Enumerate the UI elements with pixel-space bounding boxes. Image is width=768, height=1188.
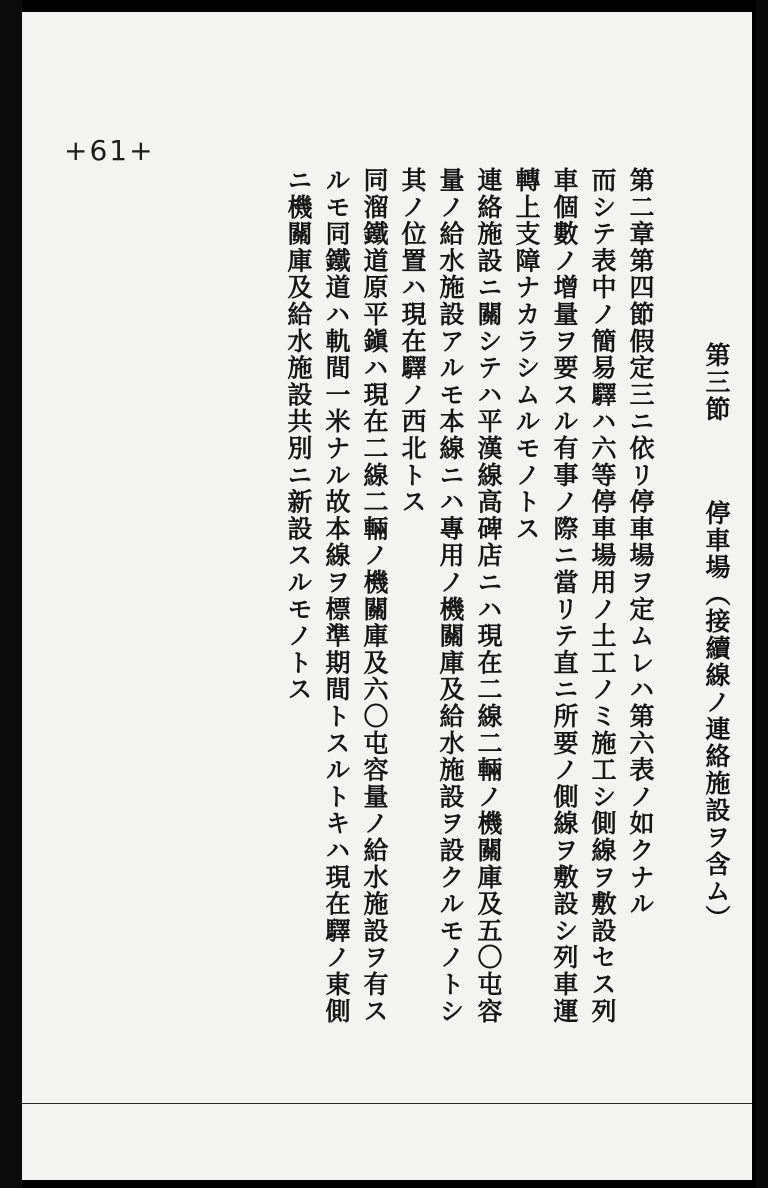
body-line: ルモ同鐵道ハ軌間一米ナル故本線ヲ標準期間トスルトキハ現在驛ノ東側: [322, 167, 351, 1025]
section-label: 第三節: [702, 342, 731, 423]
body-line: 其ノ位置ハ現在驛ノ西北トス: [398, 167, 427, 516]
body-line: 而シテ表中ノ簡易驛ハ六等停車場用ノ土工ノミ施工シ側線ヲ敷設セス列: [588, 167, 617, 1025]
body-line: 車個數ノ增量ヲ要スル有事ノ際ニ當リテ直ニ所要ノ側線ヲ敷設シ列車運: [550, 167, 579, 1025]
bottom-rule: [22, 1103, 752, 1104]
document-page: [22, 12, 752, 1180]
body-line: 轉上支障ナカラシムルモノトス: [512, 167, 541, 543]
body-line: 同溜鐵道原平鎭ハ現在二線二輛ノ機關庫及六〇屯容量ノ給水施設ヲ有ス: [360, 167, 389, 1025]
scan-right-edge: [756, 0, 768, 1188]
body-line: ニ機關庫及給水施設共別ニ新設スルモノトス: [284, 167, 313, 703]
page-number: +61+: [64, 134, 155, 167]
body-line: 量ノ給水施設アルモ本線ニハ專用ノ機關庫及給水施設ヲ設クルモノトシ: [436, 167, 465, 1025]
body-line: 連絡施設ニ關シテハ平漢線高碑店ニハ現在二線二輛ノ機關庫及五〇屯容: [474, 167, 503, 1025]
scan-left-edge: [0, 0, 22, 1188]
section-heading: [698, 342, 734, 932]
section-title: 停車場（接續線ノ連絡施設ヲ含ム）: [702, 500, 731, 932]
body-line: 第二章第四節假定三ニ依リ停車場ヲ定ムレハ第六表ノ如クナル: [626, 167, 655, 918]
